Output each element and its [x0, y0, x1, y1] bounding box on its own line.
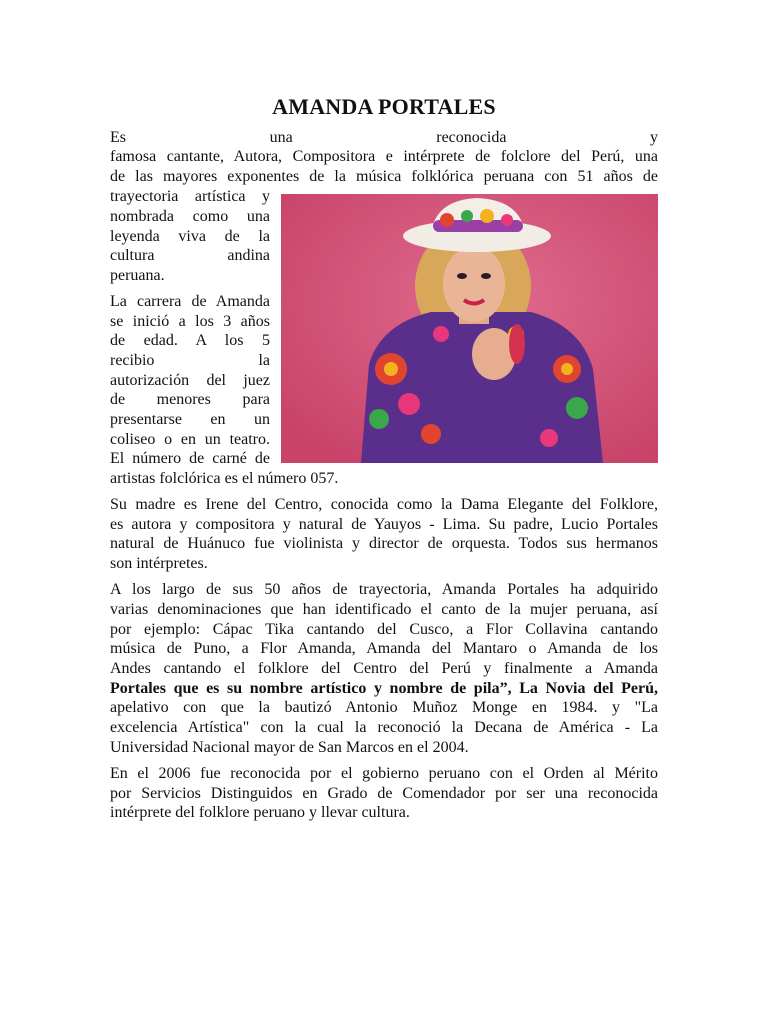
text-line: excelencia Artística" con la cual la reconoció la Decana de América - La [110, 719, 658, 736]
text-line: La carrera de Amanda [110, 293, 270, 310]
text-line: Es una reconocida y [110, 129, 658, 146]
text-line: cultura andina [110, 247, 270, 264]
text-line: Andes cantando el folklore del Centro del Perú y finalmente a Amanda [110, 660, 658, 677]
text-line: peruana. [110, 267, 165, 284]
text-line: A los largo de sus 50 años de trayectoria, Amanda Portales ha adquirido [110, 581, 658, 598]
text-line: por Servicios Distinguidos en Grado de Comendador por ser una reconocida [110, 785, 658, 802]
text-line-bold [110, 679, 658, 699]
text-line: artistas folclórica es el número 057. [110, 470, 339, 487]
text-line: de edad. A los 5 [110, 332, 270, 349]
text-line: autorización del juez [110, 372, 270, 389]
text-line: Universidad Nacional mayor de San Marcos en el 2004. [110, 739, 469, 756]
text-line: apelativo con que la bautizó Antonio Muñoz Monge en 1984. y "La [110, 699, 658, 716]
text-line: El número de carné de [110, 450, 270, 467]
text-line: es autora y compositora y natural de Yauyos - Lima. Su padre, Lucio Portales [110, 516, 658, 533]
text-line: por ejemplo: Cápac Tika cantando del Cusco, a Flor Collavina cantando [110, 621, 658, 638]
text-line: intérprete del folklore peruano y llevar cultura. [110, 804, 410, 821]
text-line: trayectoria artística y [110, 188, 270, 205]
document-title: AMANDA PORTALES [272, 94, 496, 119]
text-line: música de Puno, a Flor Amanda, Amanda del Mantaro o Amanda de los [110, 640, 658, 657]
text-line: En el 2006 fue reconocida por el gobierno peruano con el Orden al Mérito [110, 765, 658, 782]
text-line: son intérpretes. [110, 555, 208, 572]
text-line: de las mayores exponentes de la música folklórica peruana con 51 años de [110, 168, 658, 185]
text-line: nombrada como una [110, 208, 270, 225]
text-line: varias denominaciones que han identificado el canto de la mujer peruana, así [110, 601, 658, 618]
text-line: famosa cantante, Autora, Compositora e intérprete de folclore del Perú, una [110, 148, 658, 165]
singer-portrait-photo [281, 194, 658, 463]
text-line: coliseo o en un teatro. [110, 431, 270, 448]
text-line: de menores para [110, 391, 270, 408]
text-line: se inició a los 3 años [110, 313, 270, 330]
bold-text: Portales que es su nombre artístico y nombre de pila”, La Novia del Perú, [110, 680, 658, 697]
text-line: natural de Huánuco fue violinista y director de orquesta. Todos sus hermanos [110, 535, 658, 552]
text-line: presentarse en un [110, 411, 270, 428]
text-line: recibio la [110, 352, 270, 369]
text-line: leyenda viva de la [110, 228, 270, 245]
text-line: Su madre es Irene del Centro, conocida como la Dama Elegante del Folklore, [110, 496, 658, 513]
